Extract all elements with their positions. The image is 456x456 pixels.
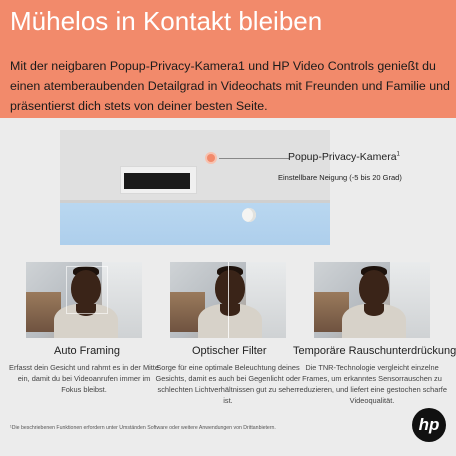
callout-line xyxy=(219,158,289,159)
split-divider xyxy=(228,262,229,338)
callout-dot-icon xyxy=(207,154,215,162)
footnote: ¹Die beschriebenen Funktionen erfordern unter Umständen Software oder weitere Anwendungen von Drittanbietern. xyxy=(10,425,276,431)
monitor-screen xyxy=(60,203,330,245)
intro-text: Mit der neigbaren Popup-Privacy-Kamera1 und HP Video Controls genießt du einen atemberaubenden Detailgrad in Videochats mit Freunden und Familie und präsentierst dich stets von deiner besten Seite. xyxy=(10,59,450,113)
feature-photo-auto-framing xyxy=(26,262,142,338)
hp-logo: hp xyxy=(412,408,446,442)
feature-text-noise-reduction: Die TNR-Technologie vergleicht einzelne Frames, um erkanntes Sensorrauschen zu reduzieren, und liefert eine gestochen scharfe Videoqualität. xyxy=(297,363,447,405)
feature-text-optical-filter: Sorge für eine optimale Beleuchtung deines Gesichts, damit es auch bei Gegenlicht oder schlechten Lichtverhältnissen gut zu sehen ist. xyxy=(155,363,301,405)
header-banner xyxy=(0,0,456,118)
tilt-label: Einstellbare Neigung (-5 bis 20 Grad) xyxy=(278,173,402,182)
feature-photo-noise-reduction xyxy=(314,262,430,338)
feature-title-noise-reduction: Temporäre Rauschunterdrückung xyxy=(293,345,456,357)
camera-label-sup: 1 xyxy=(396,151,400,158)
camera-label-text: Popup-Privacy-Kamera xyxy=(288,151,397,163)
feature-title-auto-framing: Auto Framing xyxy=(54,345,121,357)
feature-photo-optical-filter xyxy=(170,262,286,338)
framing-guide xyxy=(66,266,108,314)
page-title: Mühelos in Kontakt bleiben xyxy=(10,6,323,36)
moon-icon xyxy=(242,208,256,222)
feature-text-auto-framing: Erfasst dein Gesicht und rahmt es in der Mitte ein, damit du bei Videoanrufen immer im Fokus bleibst. xyxy=(9,363,159,394)
feature-title-optical-filter: Optischer Filter xyxy=(192,345,267,357)
camera-label xyxy=(288,151,400,163)
camera-lens xyxy=(124,173,190,189)
